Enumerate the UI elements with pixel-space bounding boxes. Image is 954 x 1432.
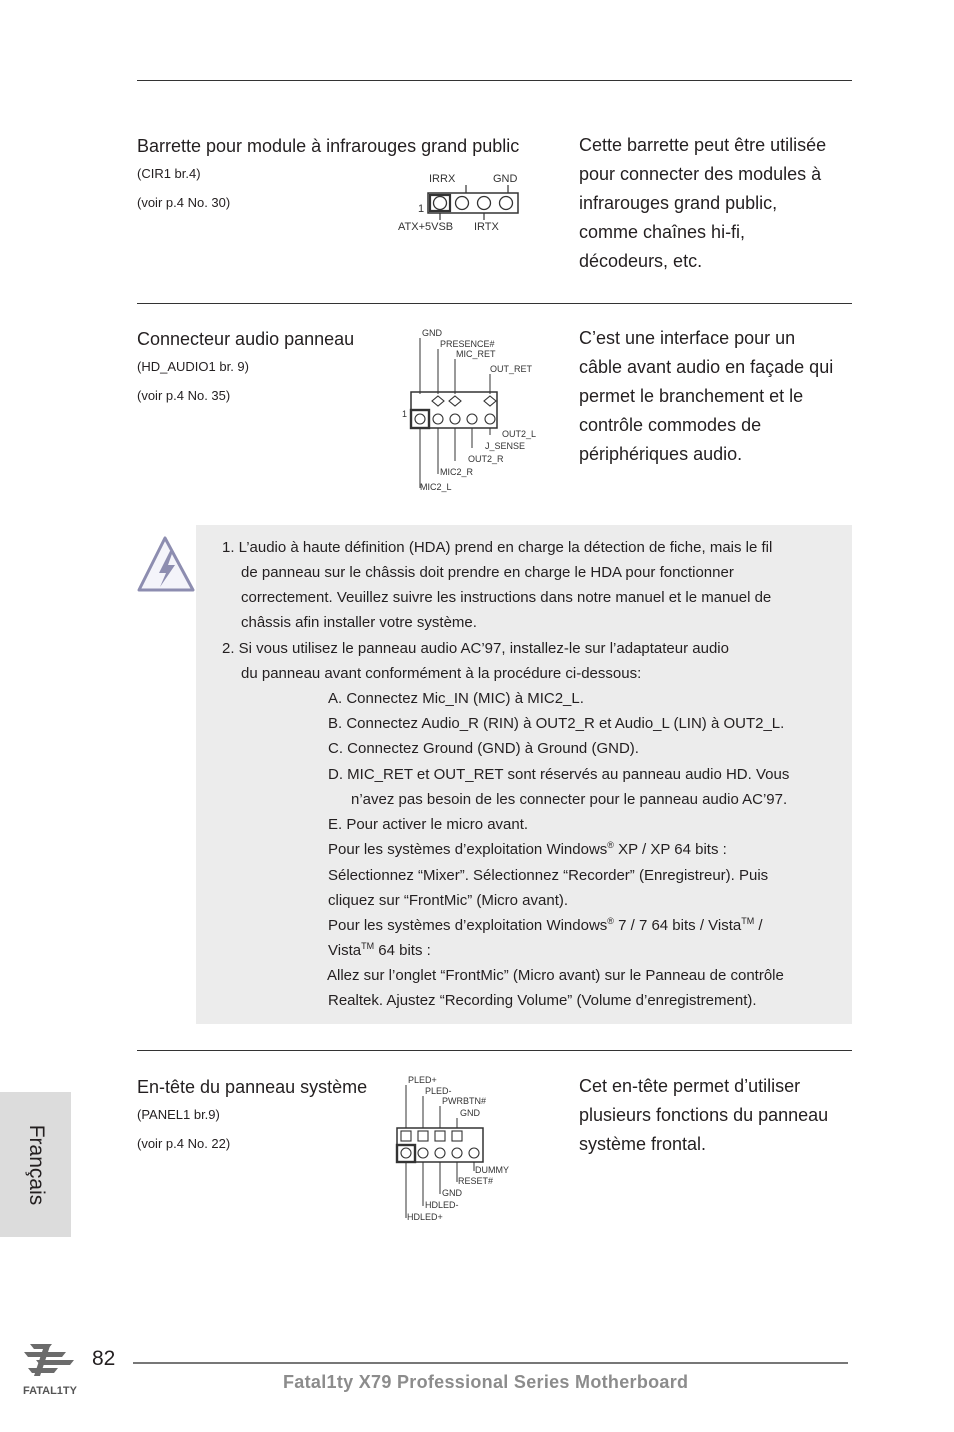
- pin-label: HDLED-: [425, 1200, 459, 1210]
- pin-label: GND: [493, 173, 518, 185]
- pin-label: PLED-: [425, 1086, 452, 1096]
- trademark-mark: TM: [361, 941, 375, 951]
- note-line: Vista™ 64 bits :: [328, 941, 431, 959]
- page-ref: (voir p.4 No. 22): [137, 1136, 231, 1151]
- note-line: Sélectionnez “Mixer”. Sélectionnez “Recorder” (Enregistreur). Puis: [328, 867, 769, 884]
- note-line: B. Connectez Audio_R (RIN) à OUT2_R et Audio_L (LIN) à OUT2_L.: [328, 715, 785, 732]
- hd-audio-header-diagram: [400, 324, 550, 496]
- registered-mark: ®: [607, 916, 614, 926]
- footer-title: Fatal1ty X79 Professional Series Motherboard: [283, 1372, 689, 1392]
- note-line: châssis afin installer votre système.: [241, 614, 477, 631]
- note-line: Realtek. Ajustez “Recording Volume” (Volume d’enregistrement).: [328, 992, 757, 1009]
- pin-label: HDLED+: [407, 1212, 443, 1222]
- top-rule: [137, 80, 852, 81]
- header-ref: (PANEL1 br.9): [137, 1107, 220, 1122]
- note-line: Pour les systèmes d’exploitation Windows® XP / XP 64 bits :: [328, 840, 727, 858]
- pin-label: MIC2_L: [420, 482, 452, 492]
- pin-label: RESET#: [458, 1176, 494, 1186]
- pin-label: OUT2_L: [502, 429, 537, 439]
- note-line: C. Connectez Ground (GND) à Ground (GND).: [328, 740, 639, 757]
- pin-label: J_SENSE: [485, 441, 526, 451]
- note-line: Allez sur l’onglet “FrontMic” (Micro avant) sur le Panneau de contrôle: [327, 967, 784, 984]
- note-line: cliquez sur “FrontMic” (Micro avant).: [328, 892, 569, 909]
- note-line: D. MIC_RET et OUT_RET sont réservés au panneau audio HD. Vous: [328, 766, 790, 783]
- pin-label: OUT2_R: [468, 454, 504, 464]
- note-line: n’avez pas besoin de les connecter pour le panneau audio AC’97.: [351, 791, 788, 808]
- note-line: E. Pour activer le micro avant.: [328, 816, 529, 833]
- section-divider: [137, 1050, 852, 1051]
- note-line: A. Connectez Mic_IN (MIC) à MIC2_L.: [328, 690, 584, 707]
- note-line: 1. L’audio à haute définition (HDA) prend en charge la détection de fiche, mais le fil: [222, 539, 773, 556]
- pin-label: ATX+5VSB: [398, 221, 454, 233]
- pin-label: GND: [422, 328, 442, 338]
- language-label: Français: [24, 1124, 48, 1205]
- pin-label: MIC_RET: [456, 349, 496, 359]
- page-ref: (voir p.4 No. 35): [137, 388, 231, 403]
- section-description: C’est une interface pour un câble avant audio en façade qui permet le branchement et le contrôle commodes de périphériques audio.: [579, 328, 834, 464]
- trademark-mark: TM: [741, 916, 755, 926]
- footer-rule: [133, 1362, 848, 1364]
- pin-label: GND: [460, 1108, 480, 1118]
- section-title: En-tête du panneau système: [137, 1077, 368, 1097]
- header-ref: (HD_AUDIO1 br. 9): [137, 359, 249, 374]
- pin-label: DUMMY: [475, 1165, 509, 1175]
- note-line: 2. Si vous utilisez le panneau audio AC’97, installez-le sur l’adaptateur audio: [222, 640, 729, 657]
- section-divider: [137, 303, 852, 304]
- pin1-marker: 1: [418, 203, 425, 215]
- pin-label: MIC2_R: [440, 467, 474, 477]
- section-description: Cet en-tête permet d’utiliser plusieurs fonctions du panneau système frontal.: [579, 1076, 829, 1154]
- logo-text: FATAL1TY: [23, 1385, 77, 1397]
- note-line: de panneau sur le châssis doit prendre en charge le HDA pour fonctionner: [241, 564, 734, 581]
- note-line: du panneau avant conformément à la procédure ci-dessous:: [241, 665, 642, 682]
- section-title: Barrette pour module à infrarouges grand public: [137, 136, 520, 156]
- header-ref: (CIR1 br.4): [137, 166, 201, 181]
- cir-header-diagram: [396, 166, 531, 236]
- system-panel-header-diagram: [392, 1072, 522, 1224]
- note-line: Pour les systèmes d’exploitation Windows® 7 / 7 64 bits / Vista™ /: [328, 916, 763, 934]
- pin-label: GND: [442, 1188, 462, 1198]
- pin-label: IRTX: [474, 221, 499, 233]
- pin-label: OUT_RET: [490, 364, 533, 374]
- fatal1ty-logo: [8, 1338, 92, 1402]
- pin-label: PWRBTN#: [442, 1096, 487, 1106]
- registered-mark: ®: [607, 840, 614, 850]
- warning-icon: [137, 535, 199, 595]
- pin-label: IRRX: [429, 173, 456, 185]
- section-description: Cette barrette peut être utilisée pour connecter des modules à infrarouges grand public, comme chaînes hi-fi, décodeurs, etc.: [579, 135, 827, 271]
- language-tab: [0, 1092, 71, 1237]
- pin1-marker: 1: [402, 409, 408, 419]
- pin-label: PLED+: [408, 1075, 437, 1085]
- page-ref: (voir p.4 No. 30): [137, 195, 231, 210]
- page-number: 82: [92, 1347, 116, 1370]
- note-line: correctement. Veuillez suivre les instructions dans notre manuel et le manuel de: [241, 589, 772, 606]
- pin-label: PRESENCE#: [440, 339, 495, 349]
- section-title: Connecteur audio panneau: [137, 329, 355, 349]
